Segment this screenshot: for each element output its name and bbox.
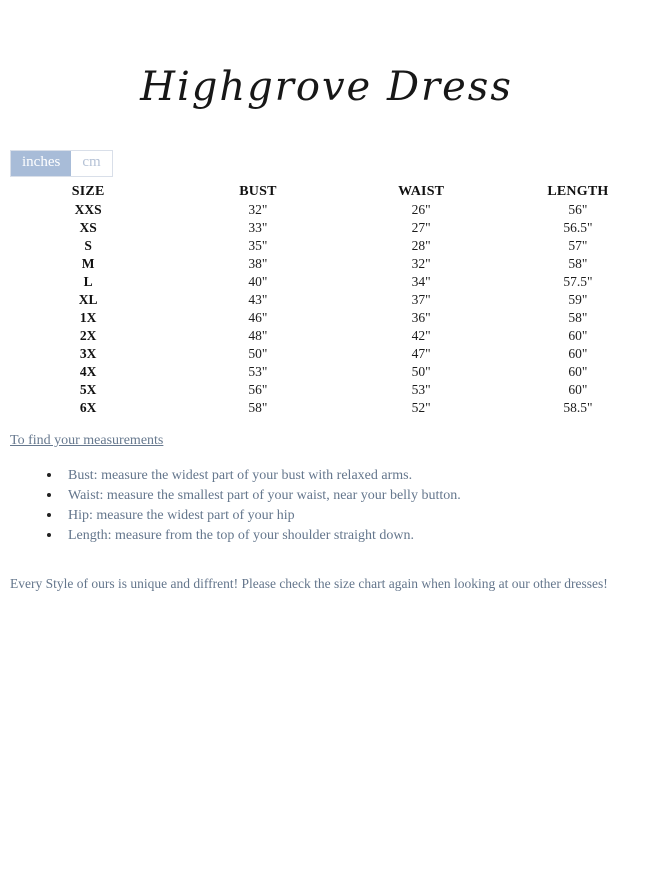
measurement-cell: 42"	[411, 328, 431, 343]
size-chart-page	[0, 64, 653, 880]
measurement-cell: 40"	[248, 274, 268, 289]
measurement-cell: 33"	[248, 220, 268, 235]
measurement-instructions	[0, 465, 653, 545]
measurement-cell: 48"	[248, 328, 268, 343]
unit-cm-button[interactable]: cm	[71, 151, 111, 176]
measurement-cell: 28"	[411, 238, 431, 253]
table-row	[0, 201, 653, 219]
measurement-cell: 50"	[248, 346, 268, 361]
instruction-item: • Length: measure from the top of your shoulder straight down.	[62, 525, 653, 545]
measurement-cell: 56.5"	[563, 220, 593, 235]
measurement-cell: 43"	[248, 292, 268, 307]
page-title: Highgrove Dress	[140, 64, 513, 110]
instruction-item: • Hip: measure the widest part of your hip	[62, 505, 653, 525]
table-row	[0, 309, 653, 327]
measurement-cell: 47"	[411, 346, 431, 361]
measurement-cell: 36"	[411, 310, 431, 325]
table-row	[0, 237, 653, 255]
table-row	[0, 255, 653, 273]
column-header: BUST	[239, 184, 277, 199]
column-header: LENGTH	[547, 184, 609, 199]
measurement-cell: 50"	[411, 364, 431, 379]
measurement-cell: 58.5"	[563, 400, 593, 415]
size-cell: L	[83, 274, 93, 289]
size-cell: 2X	[79, 328, 97, 343]
measurement-cell: 58"	[248, 400, 268, 415]
table-row	[0, 345, 653, 363]
size-cell: 3X	[79, 346, 97, 361]
measurement-cell: 57.5"	[563, 274, 593, 289]
measurement-cell: 60"	[568, 346, 588, 361]
size-cell: S	[84, 238, 92, 253]
size-cell: 6X	[79, 400, 97, 415]
size-cell: 4X	[79, 364, 97, 379]
size-cell: 5X	[79, 382, 97, 397]
unit-inches-button[interactable]: inches	[11, 151, 71, 176]
measurement-cell: 32"	[248, 202, 268, 217]
measurement-cell: 38"	[248, 256, 268, 271]
table-row	[0, 381, 653, 399]
measurement-cell: 37"	[411, 292, 431, 307]
table-row	[0, 363, 653, 381]
measurement-cell: 56"	[248, 382, 268, 397]
measurement-cell: 58"	[568, 256, 588, 271]
unit-toggle	[10, 150, 113, 177]
size-cell: 1X	[79, 310, 97, 325]
table-row	[0, 291, 653, 309]
measurement-cell: 35"	[248, 238, 268, 253]
measurement-cell: 27"	[411, 220, 431, 235]
measurement-cell: 56"	[568, 202, 588, 217]
measurement-cell: 60"	[568, 364, 588, 379]
size-cell: M	[81, 256, 95, 271]
measurements-link[interactable]: To find your measurements	[10, 433, 164, 448]
instruction-item: • Waist: measure the smallest part of your waist, near your belly button.	[62, 485, 653, 505]
measurement-cell: 53"	[411, 382, 431, 397]
measurement-cell: 34"	[411, 274, 431, 289]
column-header: WAIST	[398, 184, 445, 199]
measurement-cell: 26"	[411, 202, 431, 217]
table-row	[0, 219, 653, 237]
measurement-cell: 60"	[568, 328, 588, 343]
measurement-cell: 46"	[248, 310, 268, 325]
size-cell: XS	[79, 220, 97, 235]
size-cell: XL	[78, 292, 98, 307]
table-header-row	[0, 183, 653, 201]
measurement-cell: 58"	[568, 310, 588, 325]
measurement-cell: 32"	[411, 256, 431, 271]
measurement-cell: 57"	[568, 238, 588, 253]
table-row	[0, 273, 653, 291]
size-cell: XXS	[74, 202, 102, 217]
size-chart-table	[0, 183, 653, 417]
table-row	[0, 327, 653, 345]
measurement-cell: 52"	[411, 400, 431, 415]
instruction-item: • Bust: measure the widest part of your bust with relaxed arms.	[62, 465, 653, 485]
measurement-cell: 59"	[568, 292, 588, 307]
measurement-cell: 53"	[248, 364, 268, 379]
footer-note: Every Style of ours is unique and diffrent! Please check the size chart again when looking at our other dresses!	[10, 576, 608, 591]
table-row	[0, 399, 653, 417]
column-header: SIZE	[71, 184, 105, 199]
size-table-body	[0, 201, 653, 417]
measurement-cell: 60"	[568, 382, 588, 397]
